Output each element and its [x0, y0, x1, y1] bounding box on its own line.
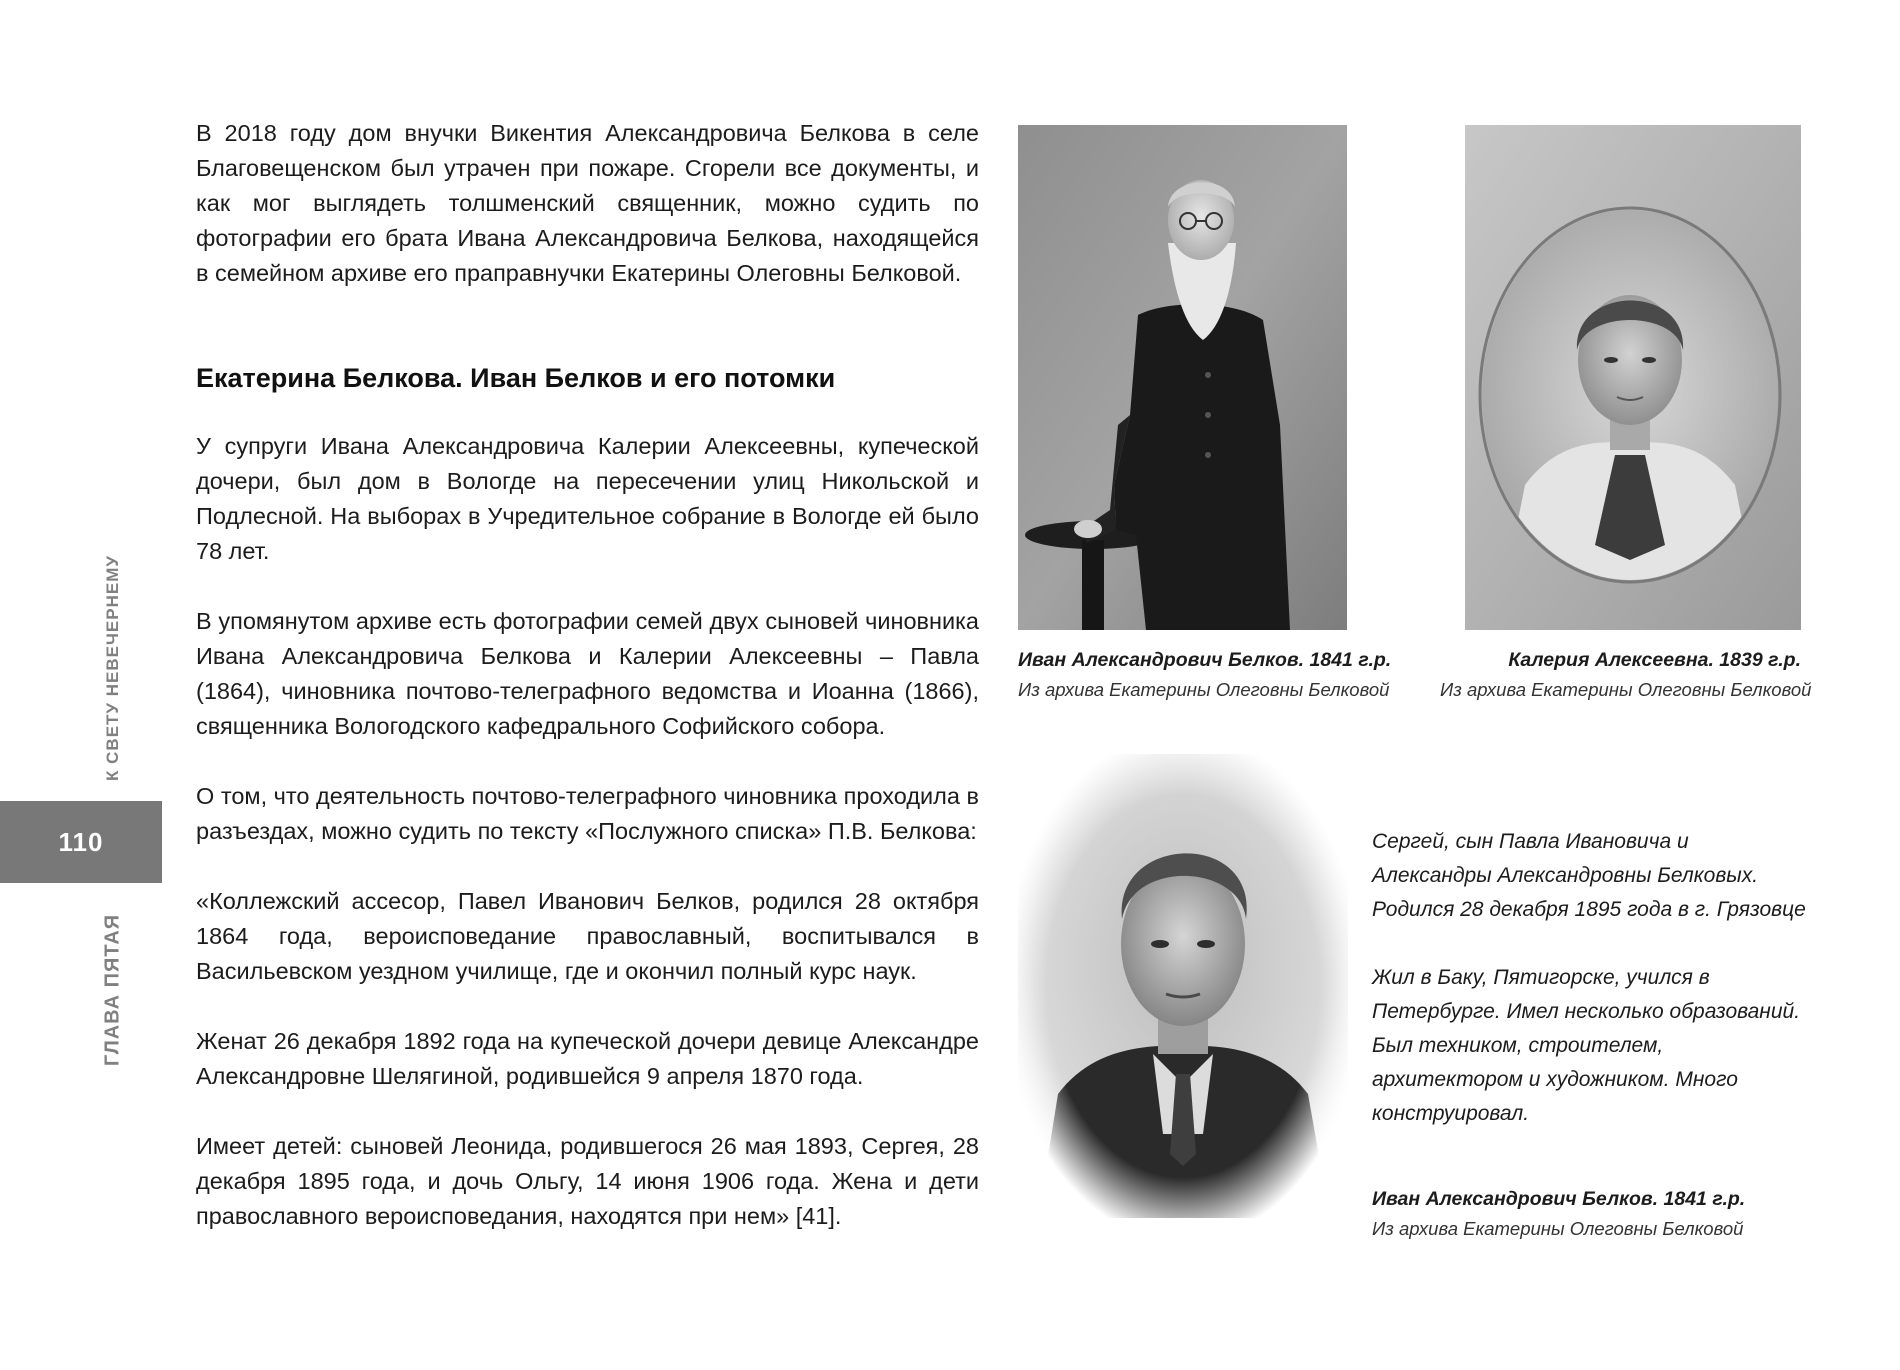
body-paragraph: В упомянутом архиве есть фотографии семей двух сыновей чиновника Ивана Александровича Белкова и Калерии Алексеевны – Павла (1864), чиновника почтово-телеграфного ведомства и Иоанна (1866), священника Вологодского кафедрального Софийского собора. [196, 608, 979, 739]
caption-bottom [1372, 1185, 1745, 1243]
chapter-label [102, 900, 124, 1080]
sergey-description-paragraph: Сергей, сын Павла Ивановича и Александры Александровны Белковых. Родился 28 декабря 1895 года в г. Грязовце [1372, 830, 1806, 921]
sergey-description-paragraph: Жил в Баку, Пятигорске, учился в Петербурге. Имел несколько образований. Был техником, строителем, архитектором и художником. Много конструировал. [1372, 966, 1801, 1125]
caption-title: Иван Александрович Белков. 1841 г.р. [1018, 649, 1392, 671]
running-title-text: К СВЕТУ НЕВЕЧЕРНЕМУ [103, 555, 122, 781]
running-title [102, 553, 124, 783]
page-number: 110 [58, 826, 104, 857]
caption-ivan [1018, 646, 1391, 704]
caption-title: Иван Александрович Белков. 1841 г.р. [1372, 1188, 1746, 1210]
quote-paragraph: Имеет детей: сыновей Леонида, родившегося 26 мая 1893, Сергея, 28 декабря 1895 года, и дочь Ольгу, 14 июня 1906 года. Жена и дети православного вероисповедания, находятся при нем» [41]. [196, 1133, 979, 1229]
page-number-tab [0, 801, 162, 883]
section-heading: Екатерина Белкова. Иван Белков и его потомки [196, 363, 836, 393]
caption-source: Из архива Екатерины Олеговны Белковой [1440, 679, 1812, 700]
body-paragraph: У супруги Ивана Александровича Калерии Алексеевны, купеческой дочери, был дом в Вологде на пересечении улиц Никольской и Подлесной. На выборах в Учредительное собрание в Вологде ей было 78 лет. [196, 433, 979, 564]
intro-paragraph: В 2018 году дом внучки Викентия Александровича Белкова в селе Благовещенском был утрачен при пожаре. Сгорели все документы, и как мог выглядеть толшменский священник, можно судить по фотографии его брата Ивана Александровича Белкова, находящейся в семейном архиве его праправнучки Екатерины Олеговны Белковой. [196, 120, 979, 286]
caption-source: Из архива Екатерины Олеговны Белковой [1018, 679, 1390, 700]
caption-kaleria [1440, 646, 1812, 704]
photo-ivan-belkov [1018, 125, 1347, 630]
chapter-label-text: ГЛАВА ПЯТАЯ [101, 913, 124, 1067]
quote-paragraph: «Коллежский ассесор, Павел Иванович Белков, родился 28 октября 1864 года, вероисповедание православный, воспитывался в Васильевском уездном училище, где и окончил полный курс наук. [196, 888, 979, 984]
photo-sergey [1018, 754, 1348, 1218]
caption-source: Из архива Екатерины Олеговны Белковой [1372, 1218, 1744, 1239]
body-paragraph: О том, что деятельность почтово-телеграфного чиновника проходила в разъездах, можно судить по тексту «Послужного списка» П.В. Белкова: [196, 783, 979, 844]
quote-paragraph: Женат 26 декабря 1892 года на купеческой дочери девице Александре Александровне Шелягиной, родившейся 9 апреля 1870 года. [196, 1028, 979, 1089]
caption-title: Калерия Алексеевна. 1839 г.р. [1508, 649, 1801, 671]
photo-kaleria [1465, 125, 1801, 630]
sergey-description [1372, 825, 1812, 1131]
main-text-column [196, 116, 979, 1234]
